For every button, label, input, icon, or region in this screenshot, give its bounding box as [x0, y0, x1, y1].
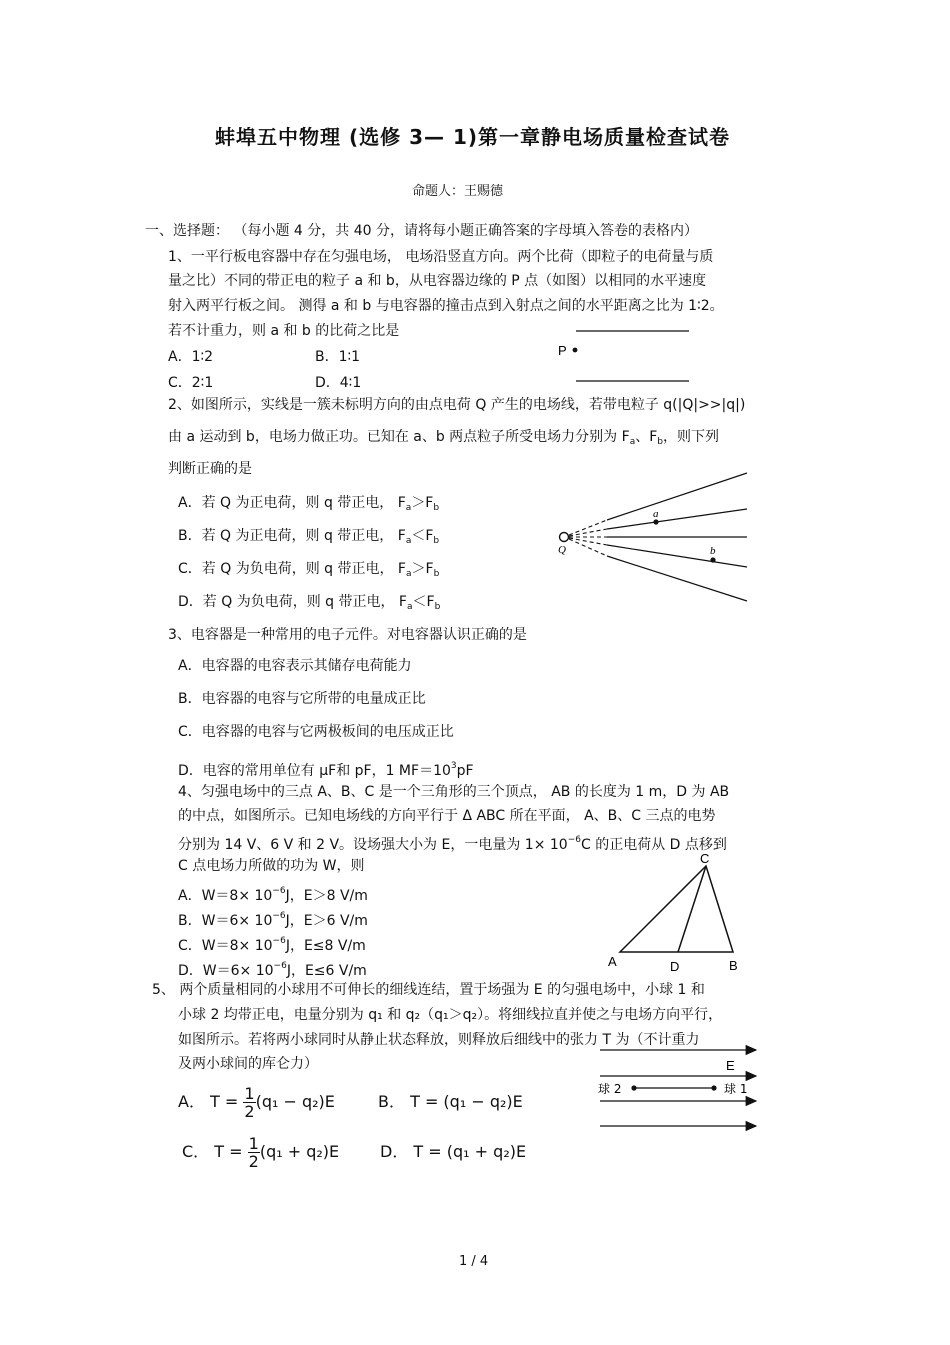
q4-option-c: C．$W=8\times 10^{-6}J$，E≤8 V/m — [178, 936, 366, 954]
q5-option-b: B． T = (q₁ − q₂)E — [378, 1092, 523, 1111]
q3-option-c: C．电容器的电容与它两极板间的电压成正比 — [178, 724, 454, 740]
ball-2-dot — [631, 1085, 636, 1090]
q1-line4: 若不计重力，则 a 和 b 的比荷之比是 — [168, 323, 400, 339]
q4-line3: 分别为 14 V、6 V 和 2 V。设场强大小为 E，一电量为 $1\times 10^{-6}C$ 的正电荷从 D 点移到 — [178, 835, 727, 853]
q1-option-a: A．1∶2 — [168, 349, 214, 365]
field-lines-figure — [550, 465, 755, 610]
ball-1-label: 球 1 — [724, 1082, 748, 1096]
q1-line1: 1、一平行板电容器中存在匀强电场， 电场沿竖直方向。两个比荷（即粒子的电荷量与质 — [168, 249, 714, 265]
q2-option-c: C．若 Q 为负电荷，则 q 带正电， $F_a>F_b$ — [178, 561, 440, 579]
triangle-abc — [620, 866, 733, 952]
q3-option-b: B．电容器的电容与它所带的电量成正比 — [178, 691, 426, 707]
charge-q-label: Q — [558, 544, 566, 556]
q3-stem: 3、电容器是一种常用的电子元件。对电容器认识正确的是 — [168, 627, 527, 643]
field-line-2 — [607, 509, 747, 529]
q4-line1: 4、匀强电场中的三点 A、B、C 是一个三角形的三个顶点， AB 的长度为 1 m，D 为 AB — [178, 784, 730, 800]
q4-option-a: A．$W=8\times 10^{-6}J$，E＞8 V/m — [178, 886, 368, 904]
q1-line3: 射入两平行板之间。 测得 a 和 b 与电容器的撞击点到入射点之间的水平距离之比为 1∶2。 — [168, 298, 724, 314]
capacitor-figure — [550, 322, 700, 387]
point-b-label: b — [710, 545, 716, 557]
q2-line1: 2、如图所示，实线是一簇未标明方向的由点电荷 Q 产生的电场线，若带电粒子 q(|Q|>>|q|) — [168, 397, 746, 413]
q5-line4: 及两小球间的库仑力） — [178, 1056, 318, 1072]
segment-cd — [678, 866, 706, 952]
vertex-c-label: C — [700, 851, 710, 866]
q2-option-d: D．若 Q 为负电荷，则 q 带正电， $F_a<F_b$ — [178, 594, 441, 612]
point-p-dot — [573, 348, 578, 353]
q5-option-c: C． T = $\frac{1}{2}$ (q₁ + q₂)E — [182, 1134, 340, 1171]
point-b-dot — [710, 557, 715, 562]
triangle-figure — [600, 848, 750, 976]
field-line-1 — [607, 473, 747, 520]
field-e-label: E — [726, 1058, 735, 1073]
q1-line2: 量之比）不同的带正电的粒子 a 和 b，从电容器边缘的 P 点（如图）以相同的水平速度 — [168, 273, 707, 289]
q2-line2: 由 a 运动到 b，电场力做正功。已知在 a、b 两点粒子所受电场力分别为 $F_a$、$F_b$，则下列 — [168, 429, 719, 447]
q4-option-d: D．$W=6\times 10^{-6}J$，E≤6 V/m — [178, 961, 367, 979]
q1-option-c: C．2∶1 — [168, 375, 214, 391]
q2-line3: 判断正确的是 — [168, 461, 252, 477]
point-a-dot — [653, 519, 658, 524]
ball-1-dot — [711, 1085, 716, 1090]
point-a-label: a — [653, 508, 659, 520]
q2-option-a: A．若 Q 为正电荷，则 q 带正电， $F_a>F_b$ — [178, 495, 440, 513]
q5-option-a: A． T = $\frac{1}{2}$ (q₁ − q₂)E — [178, 1084, 335, 1121]
q4-line4: C 点电场力所做的功为 W，则 — [178, 858, 365, 874]
q4-line2: 的中点，如图所示。已知电场线的方向平行于 Δ ABC 所在平面， A、B、C 三点的电势 — [178, 808, 716, 824]
page-title: 蚌埠五中物理 (选修 3— 1)第一章静电场质量检查试卷 — [215, 125, 731, 149]
q1-option-d: D．4∶1 — [315, 375, 362, 391]
ball-2-label: 球 2 — [598, 1082, 622, 1096]
point-p-label: P — [558, 343, 567, 358]
q5-option-d: D． T = (q₁ + q₂)E — [380, 1142, 527, 1161]
section-heading: 一、选择题： （每小题 4 分，共 40 分，请将每小题正确答案的字母填入答卷的表格内） — [145, 223, 698, 239]
q4-option-b: B．$W=6\times 10^{-6}J$，E＞6 V/m — [178, 911, 368, 929]
page-number: 1 / 4 — [459, 1254, 489, 1269]
q2-option-b: B．若 Q 为正电荷，则 q 带正电， $F_a<F_b$ — [178, 528, 440, 546]
q5-line3: 如图所示。若将两小球同时从静止状态释放，则释放后细线中的张力 T 为（不计重力 — [178, 1032, 700, 1048]
q5-line2: 小球 2 均带正电，电量分别为 q₁ 和 q₂（q₁＞q₂）。将细线拉直并使之与电场方向平行， — [178, 1007, 723, 1023]
point-d-label: D — [670, 959, 680, 974]
q3-option-a: A．电容器的电容表示其储存电荷能力 — [178, 658, 412, 674]
q3-option-d: D．电容的常用单位有 μF和 pF，1 $MF=10^3pF$ — [178, 761, 474, 779]
vertex-b-label: B — [729, 958, 738, 973]
q1-option-b: B．1∶1 — [315, 349, 361, 365]
balls-field-figure — [590, 1040, 765, 1135]
charge-q-circle — [560, 533, 569, 542]
field-line-5 — [607, 556, 747, 601]
q5-line1: 5、 两个质量相同的小球用不可伸长的细线连结，置于场强为 E 的匀强电场中，小球 1 和 — [152, 982, 705, 998]
field-line-4 — [607, 545, 747, 567]
vertex-a-label: A — [608, 954, 617, 969]
author-line: 命题人：王赐德 — [412, 184, 504, 199]
